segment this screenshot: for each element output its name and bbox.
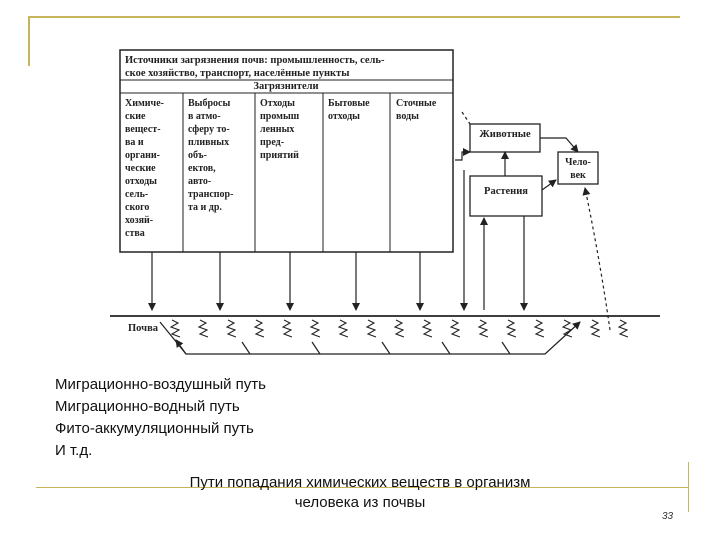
pollutant-col-2-line: объ-	[188, 150, 207, 161]
pollutant-col-1-line: Химиче-	[125, 98, 164, 109]
pollutant-col-3-line: Отходы	[260, 98, 295, 109]
pollutant-col-3-line: ленных	[260, 124, 295, 135]
caption-line-1: Пути попадания химических веществ в организм	[189, 474, 531, 491]
slide-caption	[110, 473, 610, 513]
soil-hatch-mark	[591, 320, 600, 337]
sources-title-line2: ское хозяйство, транспорт, населённые пункты	[125, 68, 350, 79]
pollutant-col-5-line: воды	[396, 111, 419, 122]
pollutant-col-2-line: авто-	[188, 176, 212, 187]
underground-migration-arrows	[160, 322, 580, 354]
caption-line-2: человека из почвы	[294, 494, 426, 511]
path-item-phyto: Фито-аккумуляционный путь	[55, 420, 254, 437]
soil-hatch-mark	[423, 320, 432, 337]
soil-hatch-mark	[171, 320, 180, 337]
pollutant-col-4-line: Бытовые	[328, 98, 370, 109]
pollutants-header: Загрязнители	[253, 81, 319, 92]
slide-number: 33	[662, 511, 674, 522]
pollutant-col-2-line: транспор-	[188, 189, 234, 200]
sources-title-line1: Источники загрязнения почв: промышленность, сель-	[125, 55, 385, 66]
pollutant-col-1-line: ские	[125, 111, 146, 122]
soil-hatch-mark	[535, 320, 544, 337]
pollutant-col-3-line: промыш	[260, 111, 300, 122]
soil-hatch-mark	[199, 320, 208, 337]
soil-hatch-mark	[479, 320, 488, 337]
pollutant-col-1-line: отходы	[125, 176, 157, 187]
pollutant-col-2-line: Выбросы	[188, 98, 231, 109]
soil-hatch-mark	[339, 320, 348, 337]
pollutant-col-1-line: ства	[125, 228, 145, 239]
pollutant-col-1-line: органи-	[125, 150, 160, 161]
pollutant-col-2-line: ектов,	[188, 163, 216, 174]
soil-hatch-mark	[395, 320, 404, 337]
soil-hatch-mark	[451, 320, 460, 337]
pollutant-col-1-line: хозяй-	[125, 215, 154, 226]
soil-hatch-mark	[227, 320, 236, 337]
soil-label: Почва	[128, 323, 158, 334]
soil-hatching	[171, 320, 628, 337]
pollutant-col-4-line: отходы	[328, 111, 360, 122]
soil-hatch-mark	[283, 320, 292, 337]
pollutant-col-1-line: ва и	[125, 137, 144, 148]
pollutant-col-2-line: сферу то-	[188, 124, 230, 135]
human-label-line2: век	[570, 170, 586, 181]
pollutant-col-3-line: пред-	[260, 137, 285, 148]
plants-label: Растения	[484, 186, 528, 197]
pollutant-col-2-line: та и др.	[188, 202, 222, 213]
pollutant-col-1-line: сель-	[125, 189, 149, 200]
path-item-water: Миграционно-водный путь	[55, 398, 240, 415]
soil-hatch-mark	[507, 320, 516, 337]
path-item-etc: И т.д.	[55, 442, 93, 459]
soil-hatch-mark	[563, 320, 572, 337]
pollutant-col-1-line: ского	[125, 202, 150, 213]
soil-hatch-mark	[255, 320, 264, 337]
pollutant-col-5-line: Сточные	[396, 98, 437, 109]
pollutant-col-3-line: приятий	[260, 150, 299, 161]
path-item-air: Миграционно-воздушный путь	[55, 376, 266, 393]
soil-hatch-mark	[367, 320, 376, 337]
pollutant-col-2-line: в атмо-	[188, 111, 221, 122]
animals-label: Животные	[479, 129, 531, 140]
pollutant-col-1-line: вещест-	[125, 124, 161, 135]
soil-hatch-mark	[311, 320, 320, 337]
pollutant-col-1-line: ческие	[125, 163, 156, 174]
human-label-line1: Чело-	[565, 157, 591, 168]
pollutant-col-2-line: пливных	[188, 137, 230, 148]
soil-hatch-mark	[619, 320, 628, 337]
